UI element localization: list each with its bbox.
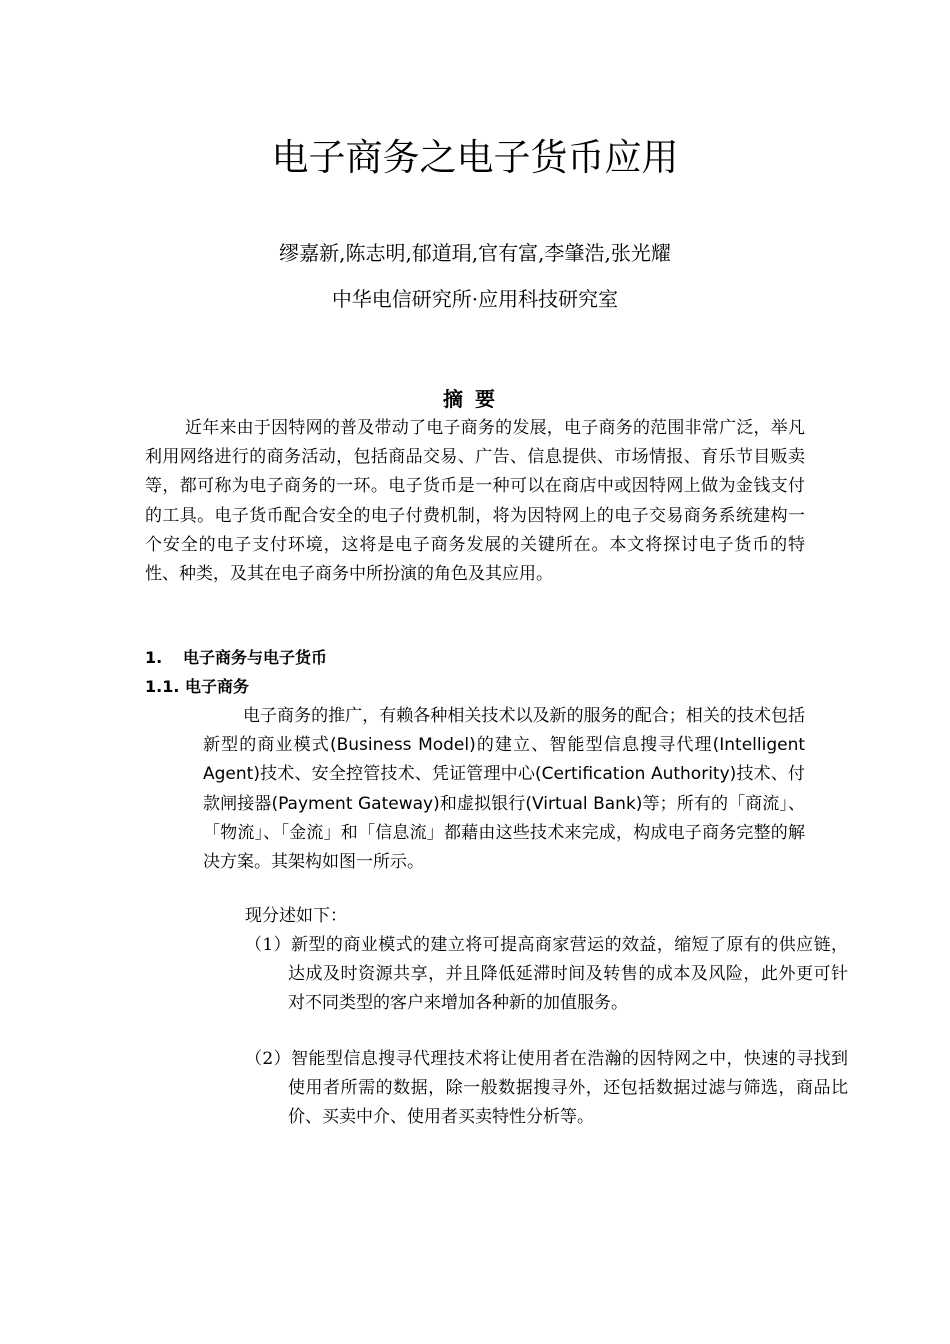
document-title: 电子商务之电子货币应用 xyxy=(271,136,679,179)
list-item: （1）新型的商业模式的建立将可提高商家营运的效益，缩短了原有的供应链，达成及时资源共享，并且降低延滞时间及转售的成本及风险，此外更可针对不同类型的客户来增加各种新的加值服务。 xyxy=(245,935,848,1014)
section-title: 电子商务与电子货币 xyxy=(183,648,328,667)
text-run-latin: (Virtual Bank) xyxy=(525,793,643,814)
section-number: 1. xyxy=(145,648,163,667)
list-item: （2）智能型信息搜寻代理技术将让使用者在浩瀚的因特网之中，快速的寻找到使用者所需的数据，除一般数据搜寻外，还包括数据过滤与筛选，商品比价、买卖中介、使用者买卖特性分析等。 xyxy=(245,1049,848,1128)
text-run: 和虚拟银行 xyxy=(439,793,526,814)
list-intro: 现分述如下： xyxy=(245,906,347,926)
author-list: 缪嘉新,陈志明,郁道琄,官有富,李肇浩,张光耀 xyxy=(279,241,671,265)
text-run-latin: (Payment Gateway) xyxy=(271,793,440,814)
text-run: 的建立、智能型信息搜寻代理 xyxy=(475,735,713,756)
abstract-heading: 摘要 xyxy=(443,387,507,411)
text-run-latin: (Certification Authority) xyxy=(535,764,737,785)
text-run: 技术、安全控管技术、凭证管理中心 xyxy=(259,764,535,785)
text-run-latin: (Business Model) xyxy=(329,735,476,756)
text-run: 等；所有的「商流」、「物流」、「金流」和「信息流」都藉由这些技术来完成，构成电子商务完整的解决方案。其架构如图一所示。 xyxy=(203,793,806,873)
text-run-latin: (Intelligent Agent) xyxy=(203,735,806,785)
text-run: 技术、付款闸接器 xyxy=(203,764,805,814)
abstract-text: 近年来由于因特网的普及带动了电子商务的发展，电子商务的范围非常广泛，举凡利用网络进行的商务活动，包括商品交易、广告、信息提供、市场情报、育乐节目贩卖等，都可称为电子商务的一环。电子货币是一种可以在商店中或因特网上做为金钱支付的工具。电子货币配合安全的电子付费机制，将为因特网上的电子交易商务系统建构一个安全的电子支付环境，这将是电子商务发展的关键所在。本文将探讨电子货币的特性、种类，及其在电子商务中所扮演的角色及其应用。 xyxy=(145,418,805,585)
section-heading-1 xyxy=(145,645,327,671)
body-paragraph xyxy=(203,702,805,877)
subsection-heading-1-1: 1.1. 电子商务 xyxy=(145,677,249,696)
affiliation: 中华电信研究所·应用科技研究室 xyxy=(331,287,619,311)
text-run: 电子商务的推广，有赖各种相关技术以及新的服务的配合；相关的技术包括新型的商业模式 xyxy=(203,706,805,756)
